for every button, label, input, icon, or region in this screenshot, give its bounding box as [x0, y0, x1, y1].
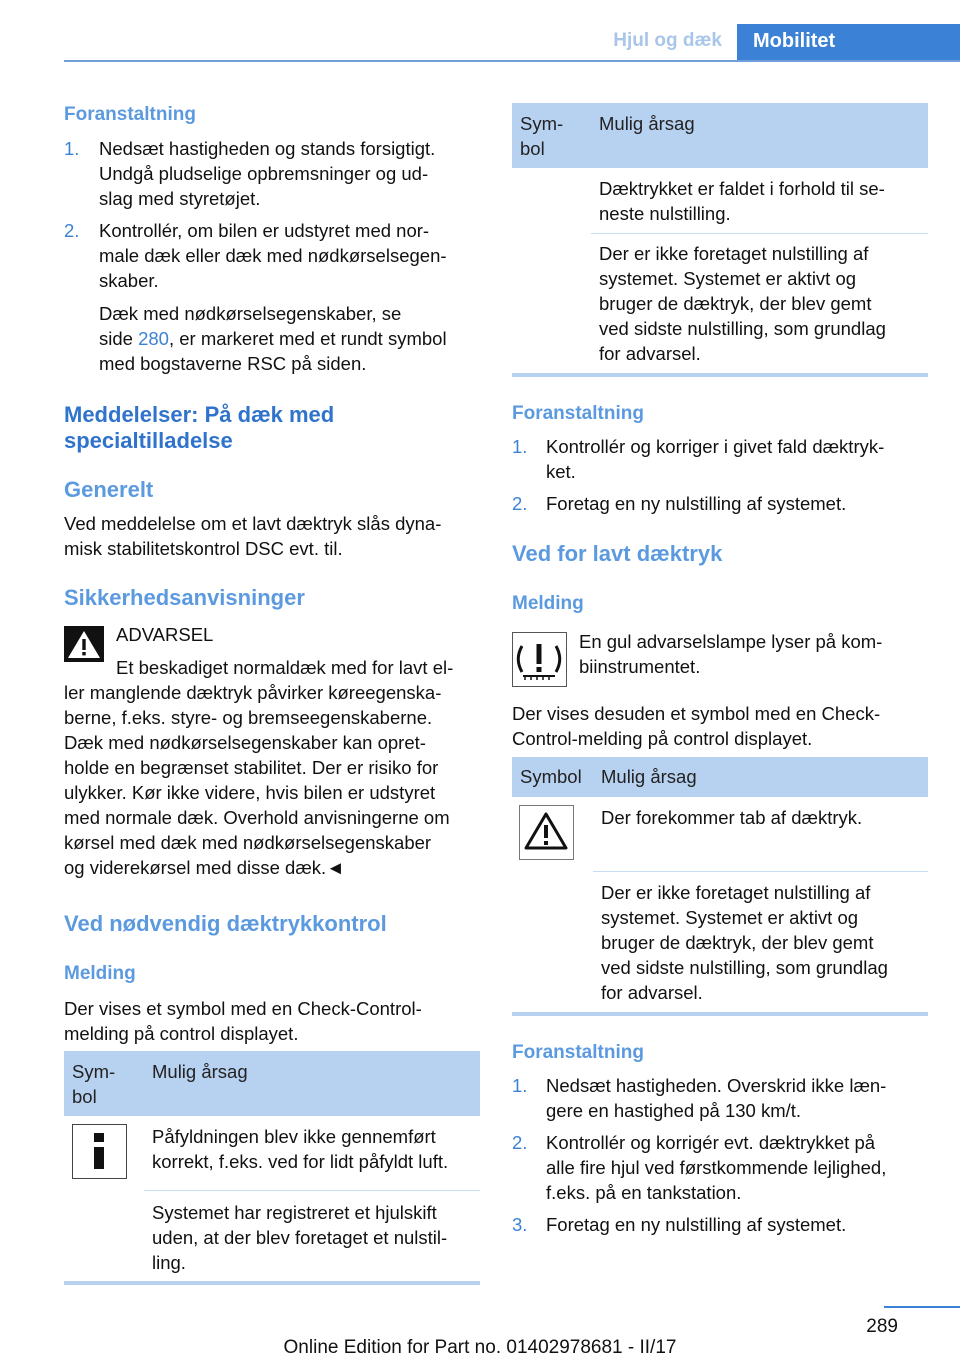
warning-line: Dæk med nødkørselsegenskaber kan opret‐	[64, 732, 426, 753]
body-line: Ved meddelelse om et lavt dæktryk slås dyna‐	[64, 513, 442, 534]
table-cell-line: ved sidste nulstilling, som grundlag	[601, 957, 888, 978]
tire-pressure-warning-icon	[512, 632, 567, 687]
warning-triangle-icon	[64, 626, 104, 662]
table-row-separator	[593, 871, 928, 872]
table-row-separator	[144, 1190, 480, 1191]
table-cell-line: systemet. Systemet er aktivt og	[599, 268, 857, 289]
table-header-cause: Mulig årsag	[601, 766, 697, 787]
subheading-sikkerhed: Sikkerhedsanvisninger	[64, 585, 305, 610]
warning-line: berne, f.eks. styre- og bremseegenskaberne.	[64, 707, 433, 728]
step-line: f.eks. på en tankstation.	[546, 1182, 742, 1203]
header-rule	[64, 60, 960, 62]
foranstaltning-heading: Foranstaltning	[512, 403, 644, 424]
step-line: alle fire hjul ved førstkommende lejlighed,	[546, 1157, 887, 1178]
header-section-title: Hjul og dæk	[613, 30, 722, 51]
table-header-cause: Mulig årsag	[152, 1061, 248, 1082]
section-heading-lavt: Ved for lavt dæktryk	[512, 541, 723, 566]
table-bottom-rule	[512, 1012, 928, 1016]
info-icon	[72, 1124, 127, 1179]
page-link-280[interactable]: 280	[138, 328, 169, 349]
warning-line: kørsel med dæk med nødkørselsegenskaber	[64, 832, 432, 853]
table-cell-line: for advarsel.	[599, 343, 701, 364]
step-number: 2.	[512, 493, 528, 514]
table-header-symbol: Sym‐	[72, 1061, 116, 1082]
body-line: misk stabilitetskontrol DSC evt. til.	[64, 538, 343, 559]
body-line: Der vises et symbol med en Check-Control-	[64, 998, 422, 1019]
step-number: 1.	[512, 1075, 528, 1096]
header-chapter-tab: Mobilitet	[737, 24, 960, 62]
step-line: gere en hastighed på 130 km/t.	[546, 1100, 802, 1121]
step-line: Kontrollér og korrigér evt. dæktrykket på	[546, 1132, 876, 1153]
table-cell-line: ved sidste nulstilling, som grundlag	[599, 318, 886, 339]
step-line: male dæk eller dæk med nødkørselsegen‐	[99, 245, 447, 266]
step-line: Kontrollér, om bilen er udstyret med nor‐	[99, 220, 430, 241]
table-header	[64, 1051, 480, 1116]
subheading-melding: Melding	[512, 593, 584, 614]
table-cell-line: systemet. Systemet er aktivt og	[601, 907, 859, 928]
warning-triangle-icon	[519, 805, 574, 860]
step-line: Nedsæt hastigheden og stands forsigtigt.	[99, 138, 436, 159]
step-line: slag med styretøjet.	[99, 188, 261, 209]
section-heading-line: Meddelelser: På dæk med	[64, 402, 335, 427]
body-line: Der vises desuden et symbol med en Check-	[512, 703, 881, 724]
body-line: En gul advarselslampe lyser på kom‐	[579, 631, 883, 652]
table-cell-line: korrekt, f.eks. ved for lidt påfyldt luft.	[152, 1151, 449, 1172]
step-number: 1.	[512, 436, 528, 457]
step-number: 2.	[64, 220, 80, 241]
subheading-generelt: Generelt	[64, 477, 154, 502]
table-cell-line: uden, at der blev foretaget et nulstil‐	[152, 1227, 448, 1248]
step-line: ket.	[546, 461, 576, 482]
page-number: 289	[866, 1316, 898, 1337]
step-line: Undgå pludselige opbremsninger og ud‐	[99, 163, 429, 184]
step-line: Foretag en ny nulstilling af systemet.	[546, 1214, 847, 1235]
table-header-symbol: Symbol	[520, 766, 582, 787]
step-note-line: med bogstaverne RSC på siden.	[99, 353, 367, 374]
step-number: 1.	[64, 138, 80, 159]
body-line: Control-melding på control displayet.	[512, 728, 813, 749]
table-bottom-rule	[64, 1281, 480, 1285]
edition-footer: Online Edition for Part no. 01402978681 - II/17	[283, 1337, 677, 1358]
step-note-line: Dæk med nødkørselsegenskaber, se	[99, 303, 402, 324]
warning-line: og viderekørsel med disse dæk.◄	[64, 857, 345, 878]
table-cell-line: Påfyldningen blev ikke gennemført	[152, 1126, 436, 1147]
warning-line: ler manglende dæktryk påvirker køreegenska‐	[64, 682, 442, 703]
table-cell-line: bruger de dæktryk, der blev gemt	[599, 293, 872, 314]
table-cell-line: neste nulstilling.	[599, 203, 731, 224]
table-cell-line: Dæktrykket er faldet i forhold til se‐	[599, 178, 885, 199]
foranstaltning-heading: Foranstaltning	[64, 104, 196, 125]
step-note-line: side 280, er markeret med et rundt symbol	[99, 328, 447, 349]
footer-rule	[884, 1306, 960, 1308]
body-line: biinstrumentet.	[579, 656, 701, 677]
step-line: skaber.	[99, 270, 159, 291]
table-cell-line: Systemet har registreret et hjulskift	[152, 1202, 437, 1223]
step-number: 3.	[512, 1214, 528, 1235]
warning-label: ADVARSEL	[116, 624, 214, 645]
table-header-cause: Mulig årsag	[599, 113, 695, 134]
table-cell-line: ling.	[152, 1252, 186, 1273]
table-row-separator	[591, 233, 928, 234]
table-cell-line: Der forekommer tab af dæktryk.	[601, 807, 863, 828]
step-line: Foretag en ny nulstilling af systemet.	[546, 493, 847, 514]
warning-line: holde en begrænset stabilitet. Der er risiko for	[64, 757, 439, 778]
step-line: Kontrollér og korriger i givet fald dæktryk‐	[546, 436, 885, 457]
body-line: melding på control displayet.	[64, 1023, 299, 1044]
table-cell-line: bruger de dæktryk, der blev gemt	[601, 932, 874, 953]
subheading-melding: Melding	[64, 963, 136, 984]
step-number: 2.	[512, 1132, 528, 1153]
table-cell-line: Der er ikke foretaget nulstilling af	[601, 882, 871, 903]
table-cell-line: for advarsel.	[601, 982, 703, 1003]
table-header-symbol: Sym‐	[520, 113, 564, 134]
warning-line: med normale dæk. Overhold anvisningerne om	[64, 807, 450, 828]
warning-line: ulykker. Kør ikke videre, hvis bilen er udstyret	[64, 782, 436, 803]
table-header-symbol: bol	[72, 1086, 97, 1107]
table-header-symbol: bol	[520, 138, 545, 159]
table-header	[512, 103, 928, 168]
step-line: Nedsæt hastigheden. Overskrid ikke læn‐	[546, 1075, 887, 1096]
section-heading-line: specialtilladelse	[64, 428, 233, 453]
table-bottom-rule	[512, 373, 928, 377]
table-cell-line: Der er ikke foretaget nulstilling af	[599, 243, 869, 264]
section-heading-nodvendig: Ved nødvendig dæktrykkontrol	[64, 911, 387, 936]
warning-line: Et beskadiget normaldæk med for lavt el‐	[116, 657, 454, 678]
foranstaltning-heading: Foranstaltning	[512, 1042, 644, 1063]
